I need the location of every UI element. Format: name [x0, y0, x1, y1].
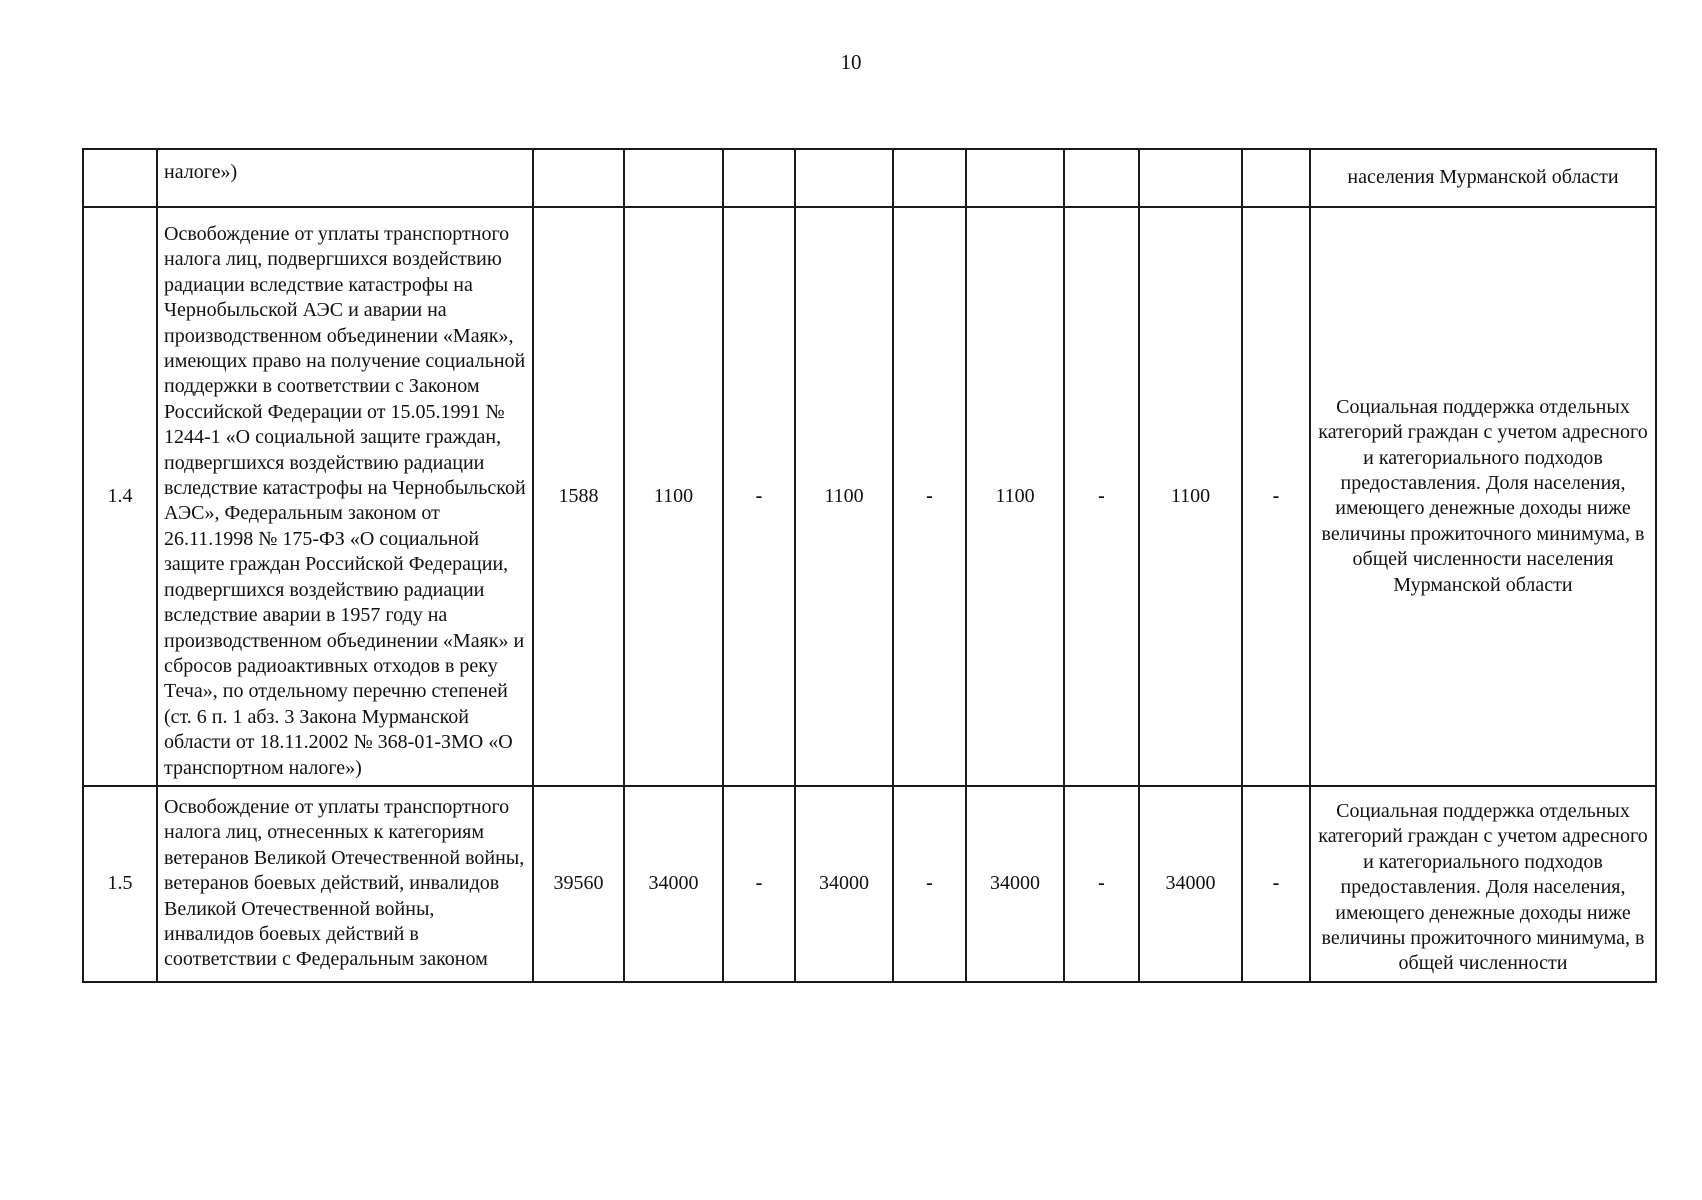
value-cell — [1139, 149, 1242, 207]
value-cell — [893, 149, 966, 207]
value-cell — [795, 149, 893, 207]
value-cell: - — [893, 786, 966, 982]
table-row-continuation — [83, 149, 1656, 207]
value-cell — [533, 149, 624, 207]
row-number-cell: 1.5 — [83, 786, 157, 982]
value-cell: 34000 — [966, 786, 1064, 982]
row-number-cell — [83, 149, 157, 207]
value-cell: 1100 — [624, 207, 723, 786]
value-cell: 1100 — [966, 207, 1064, 786]
value-cell: - — [1242, 786, 1310, 982]
value-cell: - — [723, 786, 795, 982]
description-cell: Освобождение от уплаты транспортного налога лиц, подвергшихся воздействию радиации вследствие катастрофы на Чернобыльской АЭС и аварии на производственном объединении «Маяк», имеющих право на получение социальной поддержки в соответствии с Законом Российской Федерации от 15.05.1991 № 1244-1 «О социальной защите граждан, подвергшихся воздействию радиации вследствие катастрофы на Чернобыльской АЭС», Федеральным законом от 26.11.1998 № 175-ФЗ «О социальной защите граждан Российской Федерации, подвергшихся воздействию радиации вследствие аварии в 1957 году на производственном объединении «Маяк» и сбросов радиоактивных отходов в реку Теча», по отдельному перечню степеней (ст. 6 п. 1 абз. 3 Закона Мурманской области от 18.11.2002 № 368-01-ЗМО «О транспортном налоге») — [157, 207, 533, 786]
table-row — [83, 786, 1656, 982]
value-cell: 1588 — [533, 207, 624, 786]
value-cell — [966, 149, 1064, 207]
value-cell — [624, 149, 723, 207]
description-cell: Освобождение от уплаты транспортного налога лиц, отнесенных к категориям ветеранов Великой Отечественной войны, ветеранов боевых действий, инвалидов Великой Отечественной войны, инвалидов боевых действий в соответствии с Федеральным законом — [157, 786, 533, 982]
value-cell: - — [723, 207, 795, 786]
goal-cell: Социальная поддержка отдельных категорий граждан с учетом адресного и категориального подходов предоставления. Доля населения, имеющего денежные доходы ниже величины прожиточного минимума, в общей численности — [1310, 786, 1656, 982]
value-cell — [1064, 149, 1139, 207]
value-cell: 1100 — [1139, 207, 1242, 786]
value-cell: - — [1242, 207, 1310, 786]
goal-cell: Социальная поддержка отдельных категорий граждан с учетом адресного и категориального подходов предоставления. Доля населения, имеющего денежные доходы ниже величины прожиточного минимума, в общей численности населения Мурманской области — [1310, 207, 1656, 786]
value-cell: - — [1064, 207, 1139, 786]
value-cell — [723, 149, 795, 207]
value-cell: 34000 — [795, 786, 893, 982]
value-cell: 34000 — [1139, 786, 1242, 982]
value-cell — [1242, 149, 1310, 207]
value-cell: - — [893, 207, 966, 786]
tax-benefits-table — [82, 148, 1657, 983]
value-cell: 34000 — [624, 786, 723, 982]
value-cell: - — [1064, 786, 1139, 982]
value-cell: 39560 — [533, 786, 624, 982]
row-number-cell: 1.4 — [83, 207, 157, 786]
description-cell: налоге») — [157, 149, 533, 207]
page-number: 10 — [840, 50, 862, 74]
table-row — [83, 207, 1656, 786]
value-cell: 1100 — [795, 207, 893, 786]
goal-cell: населения Мурманской области — [1310, 149, 1656, 207]
